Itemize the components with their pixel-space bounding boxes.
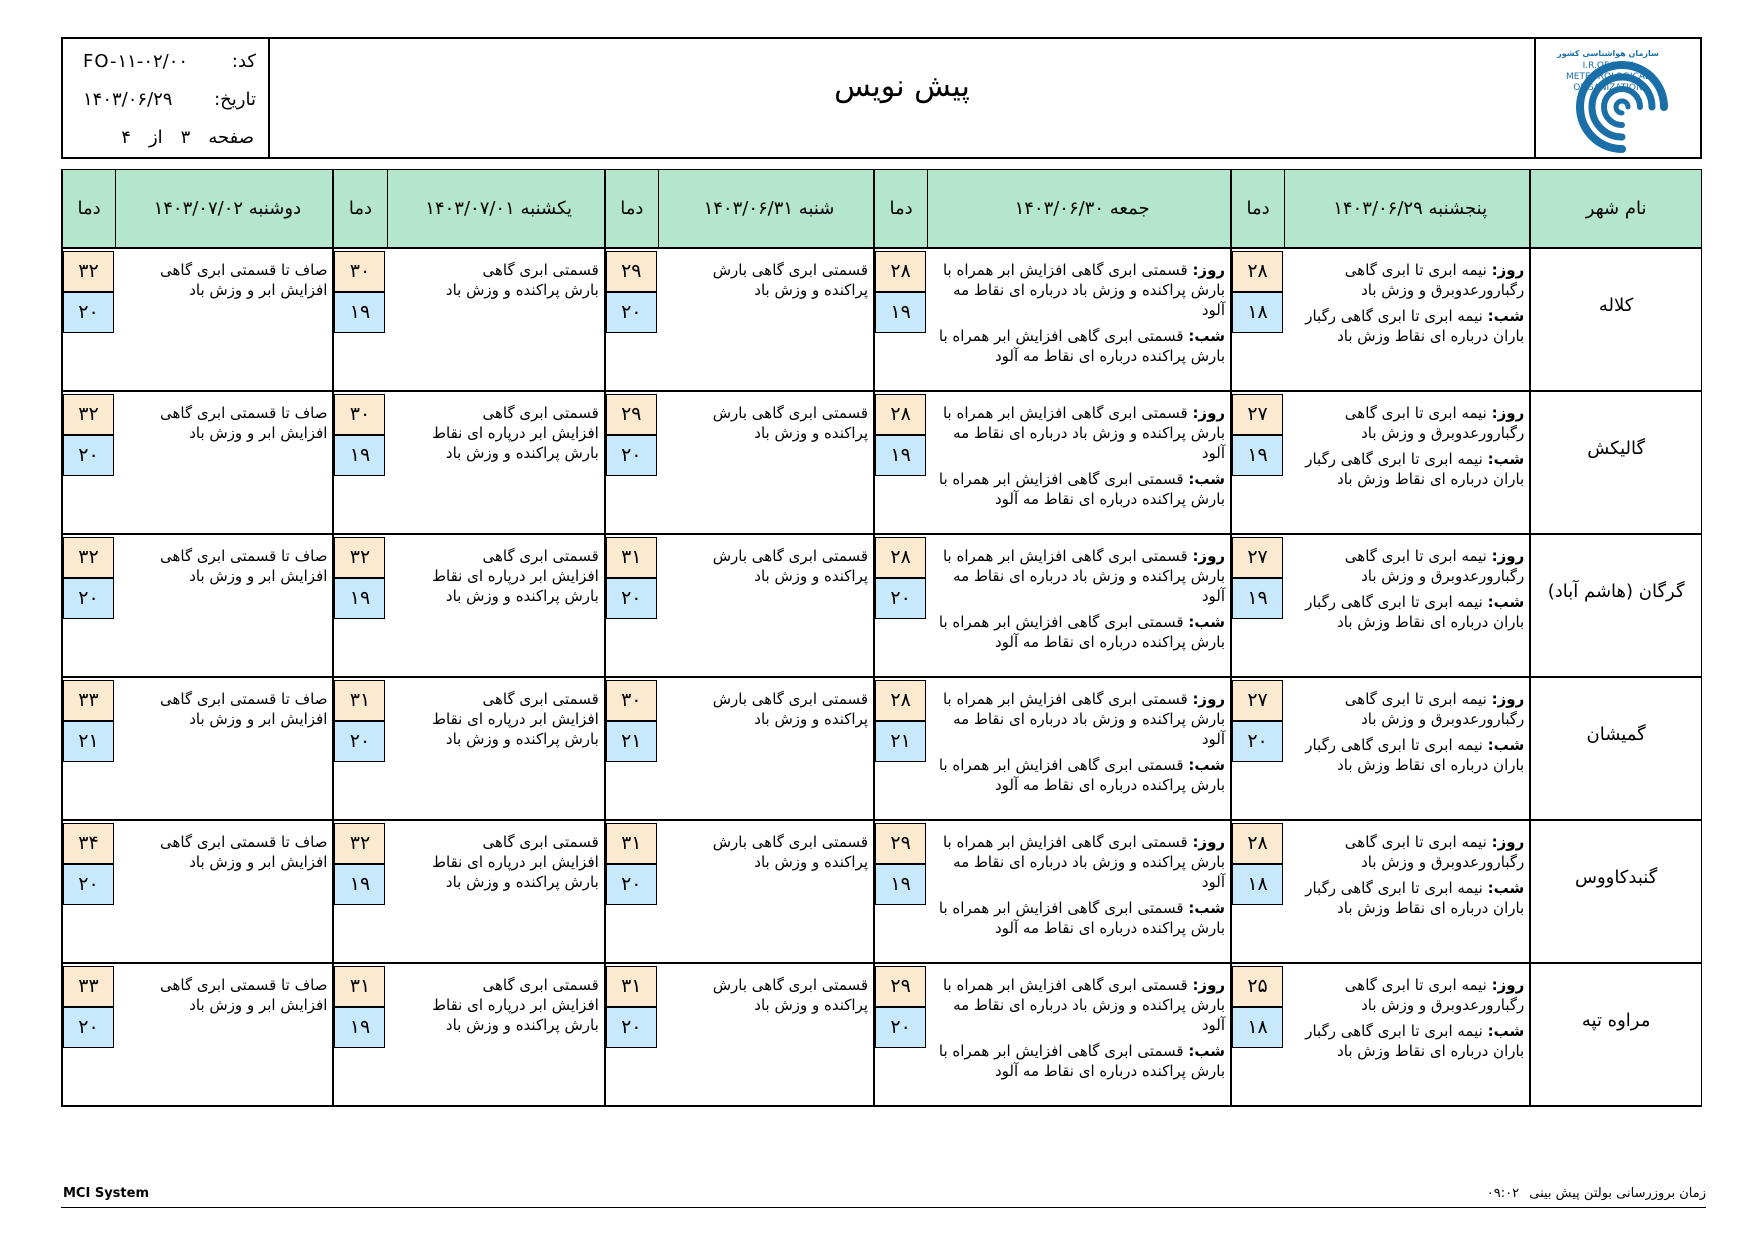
date-row: [83, 86, 256, 112]
temp-cell: [62, 534, 116, 677]
day-label: روز:: [1192, 975, 1226, 994]
day-part: [1291, 832, 1525, 872]
day-text: نیمه ابری تا ابری گاهی رگبارورعدوبرق و وزش باد: [1344, 832, 1525, 871]
forecast-desc: [658, 391, 874, 534]
forecast-text: قسمتی ابری گاهی بارش پراکنده و وزش باد: [712, 546, 869, 585]
forecast-desc: [387, 248, 605, 391]
night-text: قسمتی ابری گاهی افزایش ابر همراه با بارش پراکنده درباره ای نقاط مه آلود: [938, 469, 1226, 508]
temp-cell: [874, 820, 928, 963]
night-text: نیمه ابری تا ابری گاهی رگبار باران درباره ای نقاط وزش باد: [1305, 592, 1525, 631]
forecast-text-line2: افزایش ابر درپاره ای نقاط بارش پراکنده و وزش باد: [432, 995, 599, 1034]
night-text: قسمتی ابری گاهی افزایش ابر همراه با بارش پراکنده درباره ای نقاط مه آلود: [938, 898, 1226, 937]
temp-cell: [62, 963, 116, 1106]
max-temp: ۲۷: [1232, 537, 1283, 578]
forecast-desc: [658, 820, 874, 963]
forecast-desc: [387, 820, 605, 963]
temp-cell: [605, 248, 659, 391]
forecast-desc: [1285, 963, 1531, 1106]
footer-divider: [61, 1207, 1706, 1208]
day-header-4: [387, 170, 605, 248]
forecast-desc: [658, 534, 874, 677]
date-label: تاریخ:: [214, 88, 256, 110]
temp-header-3: دما: [605, 170, 659, 248]
max-temp: ۲۵: [1232, 966, 1283, 1007]
city-row: [62, 820, 1702, 963]
max-temp: ۲۸: [875, 394, 926, 435]
night-text: قسمتی ابری گاهی افزایش ابر همراه با بارش پراکنده درباره ای نقاط مه آلود: [938, 755, 1226, 794]
min-temp: ۲۰: [875, 578, 926, 619]
day-part: [934, 689, 1225, 749]
max-temp: ۳۳: [63, 680, 114, 721]
temp-cell: [1231, 248, 1285, 391]
forecast-text: صاف تا قسمتی ابری گاهی افزایش ابر و وزش باد: [160, 546, 328, 585]
min-temp: ۱۹: [875, 864, 926, 905]
page-title: پیش نویس: [834, 69, 970, 104]
min-temp: ۲۰: [63, 292, 114, 333]
city-row: [62, 963, 1702, 1106]
title-cell: [270, 39, 1534, 157]
night-part: [1291, 449, 1525, 489]
city-name: کلاله: [1530, 248, 1701, 391]
logo-text-en-2: METEOROLOGICAL: [1566, 72, 1650, 82]
day-label: روز:: [1491, 975, 1525, 994]
max-temp: ۲۸: [875, 251, 926, 292]
day-name: یکشنبه: [520, 197, 573, 219]
temp-cell: [874, 963, 928, 1106]
night-text: نیمه ابری تا ابری گاهی رگبار باران درباره ای نقاط وزش باد: [1305, 306, 1525, 345]
page-row: [121, 124, 254, 150]
forecast-desc: [1285, 248, 1531, 391]
temp-cell: [874, 677, 928, 820]
forecast-text-line1: قسمتی ابری گاهی: [482, 689, 599, 708]
night-label: شب:: [1487, 1021, 1525, 1040]
min-temp: ۱۹: [334, 435, 385, 476]
forecast-text: صاف تا قسمتی ابری گاهی افزایش ابر و وزش باد: [160, 832, 328, 871]
min-temp: ۱۸: [1232, 1007, 1283, 1048]
day-part: [1291, 975, 1525, 1015]
city-row: [62, 677, 1702, 820]
night-label: شب:: [1487, 878, 1525, 897]
day-text: قسمتی ابری گاهی افزایش ابر همراه با بارش پراکنده و وزش باد درباره ای نقاط مه آلود: [942, 975, 1226, 1034]
max-temp: ۳۱: [606, 823, 657, 864]
forecast-text: صاف تا قسمتی ابری گاهی افزایش ابر و وزش باد: [160, 689, 328, 728]
forecast-desc: [1285, 677, 1531, 820]
max-temp: ۳۲: [334, 823, 385, 864]
day-date: ۱۴۰۳/۰۶/۲۹: [1333, 197, 1423, 219]
night-part: [934, 326, 1225, 366]
max-temp: ۲۹: [875, 966, 926, 1007]
temp-cell: [62, 391, 116, 534]
forecast-desc: [928, 534, 1231, 677]
forecast-text: صاف تا قسمتی ابری گاهی افزایش ابر و وزش باد: [160, 975, 328, 1014]
day-name: پنجشنبه: [1428, 197, 1488, 219]
day-text: قسمتی ابری گاهی افزایش ابر همراه با بارش پراکنده و وزش باد درباره ای نقاط مه آلود: [942, 403, 1226, 462]
min-temp: ۲۰: [334, 721, 385, 762]
forecast-desc: [928, 677, 1231, 820]
min-temp: ۲۱: [606, 721, 657, 762]
day-header-5: [116, 170, 334, 248]
temp-cell: [62, 248, 116, 391]
day-header-3: [658, 170, 874, 248]
min-temp: ۲۱: [63, 721, 114, 762]
night-text: نیمه ابری تا ابری گاهی رگبار باران درباره ای نقاط وزش باد: [1305, 449, 1525, 488]
night-text: نیمه ابری تا ابری گاهی رگبار باران درباره ای نقاط وزش باد: [1305, 735, 1525, 774]
night-part: [934, 898, 1225, 938]
day-name: شنبه: [798, 197, 835, 219]
day-label: روز:: [1491, 832, 1525, 851]
forecast-desc: [928, 820, 1231, 963]
forecast-text-line1: قسمتی ابری گاهی: [482, 975, 599, 994]
update-label: زمان بروزرسانی بولتن پیش بینی: [1529, 1186, 1706, 1201]
forecast-desc: [928, 248, 1231, 391]
max-temp: ۳۰: [606, 680, 657, 721]
day-part: [934, 975, 1225, 1035]
city-row: [62, 391, 1702, 534]
night-text: نیمه ابری تا ابری گاهی رگبار باران درباره ای نقاط وزش باد: [1305, 878, 1525, 917]
forecast-desc: [116, 391, 334, 534]
day-label: روز:: [1192, 546, 1226, 565]
min-temp: ۲۰: [63, 435, 114, 476]
temp-cell: [333, 677, 387, 820]
day-text: قسمتی ابری گاهی افزایش ابر همراه با بارش پراکنده و وزش باد درباره ای نقاط مه آلود: [942, 260, 1226, 319]
day-label: روز:: [1491, 689, 1525, 708]
min-temp: ۲۰: [875, 1007, 926, 1048]
min-temp: ۲۰: [606, 864, 657, 905]
day-name: دوشنبه: [248, 197, 302, 219]
temp-cell: [874, 391, 928, 534]
day-label: روز:: [1192, 403, 1226, 422]
max-temp: ۲۸: [1232, 251, 1283, 292]
update-info: [1487, 1186, 1706, 1201]
forecast-desc: [387, 534, 605, 677]
temp-cell: [605, 534, 659, 677]
day-label: روز:: [1192, 689, 1226, 708]
forecast-text: صاف تا قسمتی ابری گاهی افزایش ابر و وزش باد: [160, 403, 328, 442]
day-label: روز:: [1491, 260, 1525, 279]
forecast-table: [61, 169, 1702, 1107]
max-temp: ۳۴: [63, 823, 114, 864]
update-time: ۰۹:۰۲: [1486, 1186, 1520, 1201]
night-part: [1291, 735, 1525, 775]
forecast-desc: [116, 677, 334, 820]
temp-header-5: دما: [62, 170, 116, 248]
page-label: صفحه: [208, 126, 254, 148]
max-temp: ۳۱: [606, 966, 657, 1007]
forecast-text: صاف تا قسمتی ابری گاهی افزایش ابر و وزش باد: [160, 260, 328, 299]
forecast-desc: [658, 963, 874, 1106]
day-text: نیمه ابری تا ابری گاهی رگبارورعدوبرق و وزش باد: [1344, 689, 1525, 728]
forecast-desc: [928, 963, 1231, 1106]
min-temp: ۲۰: [606, 435, 657, 476]
temp-cell: [62, 820, 116, 963]
day-label: روز:: [1491, 403, 1525, 422]
forecast-desc: [387, 963, 605, 1106]
max-temp: ۲۷: [1232, 680, 1283, 721]
city-column-header: نام شهر: [1530, 170, 1701, 248]
temp-cell: [1231, 963, 1285, 1106]
forecast-text-line2: افزایش ابر درپاره ای نقاط بارش پراکنده و وزش باد: [432, 566, 599, 605]
city-name: گنبدکاووس: [1530, 820, 1701, 963]
night-label: شب:: [1487, 449, 1525, 468]
max-temp: ۳۲: [63, 251, 114, 292]
max-temp: ۲۹: [875, 823, 926, 864]
temp-cell: [874, 534, 928, 677]
min-temp: ۱۹: [334, 578, 385, 619]
day-text: قسمتی ابری گاهی افزایش ابر همراه با بارش پراکنده و وزش باد درباره ای نقاط مه آلود: [942, 689, 1226, 748]
forecast-desc: [928, 391, 1231, 534]
forecast-text: قسمتی ابری گاهی بارش پراکنده و وزش باد: [712, 689, 869, 728]
forecast-desc: [116, 248, 334, 391]
temp-cell: [62, 677, 116, 820]
forecast-table-body: [62, 248, 1702, 1106]
night-text: نیمه ابری تا ابری گاهی رگبار باران درباره ای نقاط وزش باد: [1305, 1021, 1525, 1060]
min-temp: ۲۰: [606, 578, 657, 619]
night-label: شب:: [1487, 735, 1525, 754]
forecast-text: قسمتی ابری گاهی بارش پراکنده و وزش باد: [712, 975, 869, 1014]
temp-cell: [605, 391, 659, 534]
night-label: شب:: [1188, 469, 1226, 488]
document-header: [61, 37, 1702, 159]
max-temp: ۳۲: [334, 537, 385, 578]
page-total: ۴: [121, 126, 131, 148]
night-part: [934, 755, 1225, 795]
day-label: روز:: [1192, 260, 1226, 279]
forecast-desc: [658, 677, 874, 820]
code-value: FO-۱۱-۰۲/۰۰: [83, 50, 189, 72]
day-part: [1291, 403, 1525, 443]
day-part: [934, 403, 1225, 463]
day-part: [934, 546, 1225, 606]
min-temp: ۲۰: [63, 578, 114, 619]
temp-cell: [605, 677, 659, 820]
city-name: گالیکش: [1530, 391, 1701, 534]
forecast-text-line1: قسمتی ابری گاهی: [482, 260, 599, 279]
max-temp: ۲۹: [606, 394, 657, 435]
max-temp: ۳۲: [63, 537, 114, 578]
night-label: شب:: [1188, 1041, 1226, 1060]
day-name: جمعه: [1109, 197, 1150, 219]
logo-text-en-3: ORGANIZATION: [1573, 83, 1643, 93]
max-temp: ۲۷: [1232, 394, 1283, 435]
day-header-2: [928, 170, 1231, 248]
forecast-desc: [1285, 391, 1531, 534]
min-temp: ۲۰: [1232, 721, 1283, 762]
night-text: قسمتی ابری گاهی افزایش ابر همراه با بارش پراکنده درباره ای نقاط مه آلود: [938, 612, 1226, 651]
temp-cell: [1231, 820, 1285, 963]
temp-header-2: دما: [874, 170, 928, 248]
day-text: قسمتی ابری گاهی افزایش ابر همراه با بارش پراکنده و وزش باد درباره ای نقاط مه آلود: [942, 832, 1226, 891]
temp-cell: [333, 820, 387, 963]
temp-cell: [1231, 391, 1285, 534]
day-part: [1291, 689, 1525, 729]
forecast-desc: [116, 534, 334, 677]
temp-cell: [605, 820, 659, 963]
forecast-table-container: [61, 169, 1702, 1107]
city-row: [62, 534, 1702, 677]
max-temp: ۲۹: [606, 251, 657, 292]
max-temp: ۳۱: [606, 537, 657, 578]
forecast-text: قسمتی ابری گاهی بارش پراکنده و وزش باد: [712, 403, 869, 442]
max-temp: ۳۱: [334, 680, 385, 721]
day-text: نیمه ابری تا ابری گاهی رگبارورعدوبرق و وزش باد: [1344, 260, 1525, 299]
date-value: ۱۴۰۳/۰۶/۲۹: [83, 88, 173, 110]
min-temp: ۱۹: [334, 292, 385, 333]
temp-cell: [333, 963, 387, 1106]
night-label: شب:: [1188, 326, 1226, 345]
forecast-desc: [1285, 534, 1531, 677]
night-part: [934, 1041, 1225, 1081]
forecast-text: قسمتی ابری گاهی بارش پراکنده و وزش باد: [712, 260, 869, 299]
forecast-desc: [116, 820, 334, 963]
code-row: [83, 48, 256, 74]
code-label: کد:: [231, 50, 256, 72]
forecast-text-line2: بارش پراکنده و وزش باد: [445, 280, 599, 299]
day-part: [934, 260, 1225, 320]
max-temp: ۳۳: [63, 966, 114, 1007]
forecast-desc: [387, 677, 605, 820]
min-temp: ۱۸: [1232, 864, 1283, 905]
day-date: ۱۴۰۳/۰۷/۰۱: [425, 197, 515, 219]
logo-text-en-1: I.R.OF IRAN: [1582, 61, 1634, 71]
temp-cell: [333, 248, 387, 391]
night-label: شب:: [1188, 898, 1226, 917]
day-date: ۱۴۰۳/۰۶/۳۰: [1014, 197, 1105, 219]
min-temp: ۱۹: [875, 435, 926, 476]
city-name: مراوه تپه: [1530, 963, 1701, 1106]
temp-cell: [1231, 677, 1285, 820]
night-text: قسمتی ابری گاهی افزایش ابر همراه با بارش پراکنده درباره ای نقاط مه آلود: [938, 1041, 1226, 1080]
min-temp: ۱۹: [1232, 435, 1283, 476]
system-name: MCI System: [63, 1186, 149, 1201]
day-text: نیمه ابری تا ابری گاهی رگبارورعدوبرق و وزش باد: [1344, 403, 1525, 442]
temp-cell: [333, 534, 387, 677]
temp-header-4: دما: [333, 170, 387, 248]
city-name: گرگان (هاشم آباد): [1530, 534, 1701, 677]
max-temp: ۲۸: [875, 537, 926, 578]
day-header-1: [1285, 170, 1531, 248]
page-current: ۳: [180, 126, 191, 148]
min-temp: ۲۰: [63, 864, 114, 905]
forecast-text-line1: قسمتی ابری گاهی: [482, 546, 599, 565]
max-temp: ۳۰: [334, 251, 385, 292]
night-text: قسمتی ابری گاهی افزایش ابر همراه با بارش پراکنده درباره ای نقاط مه آلود: [938, 326, 1226, 365]
max-temp: ۳۲: [63, 394, 114, 435]
min-temp: ۱۸: [1232, 292, 1283, 333]
min-temp: ۱۹: [334, 864, 385, 905]
day-date: ۱۴۰۳/۰۷/۰۲: [153, 197, 244, 219]
night-part: [934, 612, 1225, 652]
logo-text-fa: سازمان هواشناسی کشور: [1557, 49, 1659, 58]
night-part: [1291, 878, 1525, 918]
forecast-desc: [387, 391, 605, 534]
day-part: [1291, 260, 1525, 300]
day-text: نیمه ابری تا ابری گاهی رگبارورعدوبرق و وزش باد: [1344, 975, 1525, 1014]
min-temp: ۱۹: [334, 1007, 385, 1048]
logo-cell: [1534, 39, 1700, 157]
temp-cell: [874, 248, 928, 391]
forecast-desc: [1285, 820, 1531, 963]
min-temp: ۲۱: [875, 721, 926, 762]
day-date: ۱۴۰۳/۰۶/۳۱: [703, 197, 794, 219]
night-part: [1291, 1021, 1525, 1061]
night-label: شب:: [1188, 755, 1226, 774]
forecast-text-line1: قسمتی ابری گاهی: [482, 832, 599, 851]
day-text: قسمتی ابری گاهی افزایش ابر همراه با بارش پراکنده و وزش باد درباره ای نقاط مه آلود: [942, 546, 1226, 605]
document-meta: [63, 39, 270, 157]
forecast-desc: [116, 963, 334, 1106]
min-temp: ۲۰: [606, 1007, 657, 1048]
max-temp: ۳۱: [334, 966, 385, 1007]
night-part: [934, 469, 1225, 509]
night-label: شب:: [1487, 306, 1525, 325]
city-name: گمیشان: [1530, 677, 1701, 820]
night-label: شب:: [1188, 612, 1226, 631]
day-label: روز:: [1491, 546, 1525, 565]
max-temp: ۳۰: [334, 394, 385, 435]
night-part: [1291, 306, 1525, 346]
forecast-desc: [658, 248, 874, 391]
min-temp: ۱۹: [1232, 578, 1283, 619]
night-label: شب:: [1487, 592, 1525, 611]
min-temp: ۲۰: [606, 292, 657, 333]
day-part: [934, 832, 1225, 892]
table-header-row: [62, 170, 1702, 248]
forecast-text-line2: افزایش ابر درپاره ای نقاط بارش پراکنده و وزش باد: [432, 852, 599, 891]
day-label: روز:: [1192, 832, 1226, 851]
forecast-text-line2: افزایش ابر درپاره ای نقاط بارش پراکنده و وزش باد: [432, 423, 599, 462]
organization-logo: [1536, 39, 1698, 157]
max-temp: ۲۸: [875, 680, 926, 721]
max-temp: ۲۸: [1232, 823, 1283, 864]
temp-cell: [333, 391, 387, 534]
min-temp: ۲۰: [63, 1007, 114, 1048]
city-row: [62, 248, 1702, 391]
day-part: [1291, 546, 1525, 586]
page-of-label: از: [148, 126, 163, 148]
forecast-text-line2: افزایش ابر درپاره ای نقاط بارش پراکنده و وزش باد: [432, 709, 599, 748]
forecast-text: قسمتی ابری گاهی بارش پراکنده و وزش باد: [712, 832, 869, 871]
min-temp: ۱۹: [875, 292, 926, 333]
temp-header-1: دما: [1231, 170, 1285, 248]
temp-cell: [1231, 534, 1285, 677]
forecast-text-line1: قسمتی ابری گاهی: [482, 403, 599, 422]
temp-cell: [605, 963, 659, 1106]
day-text: نیمه ابری تا ابری گاهی رگبارورعدوبرق و وزش باد: [1344, 546, 1525, 585]
night-part: [1291, 592, 1525, 632]
